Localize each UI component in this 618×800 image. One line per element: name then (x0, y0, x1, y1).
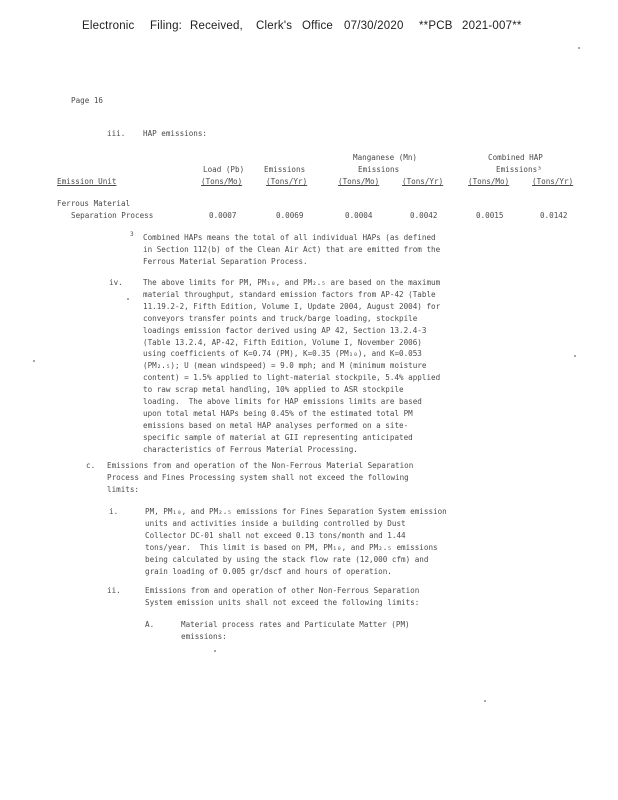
ciiA-line: emissions: (181, 631, 227, 641)
c-line: limits: (107, 484, 140, 494)
scan-speck (574, 355, 576, 357)
iv-paragraph (143, 277, 440, 456)
iv-line: characteristics of Ferrous Material Processing. (143, 444, 358, 454)
th-hap-tons-mo: (Tons/Mo) (468, 177, 510, 186)
cell-hap-tons-yr: 0.0142 (540, 211, 568, 220)
th-pb-tons-mo: (Tons/Mo) (201, 177, 243, 186)
iv-line: emissions based on metal HAP analyses performed on a site- (143, 420, 409, 430)
iv-line: (PM₂.₅); U (mean windspeed) = 9.0 mph; and M (minimum moisture (143, 361, 427, 371)
footnote-marker: 3 (130, 231, 134, 238)
c-line: Emissions from and operation of the Non-Ferrous Material Separation (107, 461, 414, 470)
cii-paragraph (145, 585, 419, 609)
cii-line: Emissions from and operation of other Non-Ferrous Separation (145, 586, 420, 595)
iv-line: 11.19.2-2, Fifth Edition, Volume I, Update 2004, August 2004) for (143, 301, 441, 311)
c-line: Process and Fines Processing system shall not exceed the following (107, 472, 409, 482)
iv-line: specific sample of material at GII representing anticipated (143, 432, 413, 442)
header-office: Office (302, 20, 334, 32)
scan-speck (127, 298, 129, 300)
scan-speck (214, 650, 216, 652)
th-mn-tons-mo: (Tons/Mo) (338, 177, 380, 186)
header-received: Received, (190, 20, 243, 32)
header-electronic: Electronic (82, 20, 135, 32)
scan-speck (484, 700, 486, 702)
footnote-line: Combined HAPs means the total of all individual HAPs (as defined (143, 233, 436, 242)
th-mn-tons-yr: (Tons/Yr) (402, 177, 444, 186)
th-hap-tons-yr: (Tons/Yr) (532, 177, 574, 186)
iv-line: The above limits for PM, PM₁₀, and PM₂.₅ are based on the maximum (143, 278, 441, 287)
cell-mn-tons-mo: 0.0004 (345, 211, 373, 220)
th-emission-unit: Emission Unit (57, 177, 117, 186)
footnote-line: Ferrous Material Separation Process. (143, 256, 308, 266)
iv-line: loading. The above limits for HAP emissions limits are based (143, 397, 422, 407)
ci-line: PM, PM₁₀, and PM₂.₅ emissions for Fines Separation System emission (145, 507, 447, 516)
iv-line: upon total metal HAPs being 0.45% of the estimated total PM (143, 408, 413, 418)
th-pb-tons-yr: (Tons/Yr) (266, 177, 308, 186)
iv-line: to raw scrap metal handling, 10% applied to ASR stockpile (143, 385, 404, 395)
hap-heading: HAP emissions: (143, 129, 208, 138)
th-manganese: Manganese (Mn) (353, 153, 418, 162)
th-load: Load (Pb) (203, 165, 245, 174)
cell-mn-tons-yr: 0.0042 (410, 211, 438, 220)
scan-speck (33, 360, 35, 362)
ciiA-line: Material process rates and Particulate Matter (PM) (181, 620, 410, 629)
ci-line: units and activities inside a building controlled by Dust (145, 518, 406, 528)
header-pcb: **PCB (419, 20, 453, 32)
iv-line: material throughput, standard emission factors from AP-42 (Table (143, 289, 436, 299)
cii-number: ii. (107, 586, 121, 595)
ci-line: Collector DC-01 shall not exceed 0.13 tons/month and 1.44 (145, 530, 406, 540)
header-filing: Filing: (150, 20, 183, 32)
ciiA-number: A. (145, 620, 155, 629)
ciiA-paragraph (181, 619, 410, 643)
ci-number: i. (109, 507, 119, 516)
cell-pb-tons-yr: 0.0069 (276, 211, 304, 220)
ci-paragraph (145, 506, 447, 577)
th-combined-hap: Combined HAP (488, 153, 543, 162)
row-label-line2: Separation Process (71, 211, 154, 220)
ci-line: grain loading of 0.005 gr/dscf and hours of operation. (145, 566, 392, 576)
ci-line: tons/year. This limit is based on PM, PM₁₀, and PM₂.₅ emissions (145, 542, 438, 552)
cii-line: System emission units shall not exceed the following limits: (145, 597, 420, 607)
footnote-line: in Section 112(b) of the Clean Air Act) that are emitted from the (143, 244, 441, 254)
c-number: c. (86, 461, 96, 470)
iv-line: content) = 1.5% applied to light-material stockpile, 5.4% applied (143, 373, 441, 383)
scan-speck (578, 47, 580, 49)
footnote-text (143, 232, 440, 268)
page-label: Page 16 (71, 96, 104, 105)
iv-line: loadings emission factor derived using AP 42, Section 13.2.4-3 (143, 325, 427, 335)
cell-pb-tons-mo: 0.0007 (209, 211, 237, 220)
iv-line: conveyors transfer points and truck/barge loading, stockpile (143, 313, 418, 323)
iv-line: using coefficients of K=0.74 (PM), K=0.35 (PM₁₀), and K=0.053 (143, 349, 422, 359)
row-label-line1: Ferrous Material (57, 199, 131, 208)
th-combined-emissions: Emissions³ (496, 165, 542, 174)
header-clerks: Clerk's (256, 20, 293, 32)
iv-line: (Table 13.2.4, AP-42, Fifth Edition, Volume I, November 2006) (143, 337, 422, 347)
iv-number: iv. (109, 278, 123, 287)
ci-line: being calculated by using the stack flow rate (12,000 cfm) and (145, 554, 429, 564)
hap-heading-number: iii. (107, 129, 126, 138)
th-emissions: Emissions (264, 165, 306, 174)
th-mn-emissions: Emissions (358, 165, 400, 174)
header-case-number: 2021-007** (462, 20, 522, 32)
header-date: 07/30/2020 (344, 20, 404, 32)
c-paragraph (107, 460, 413, 496)
cell-hap-tons-mo: 0.0015 (476, 211, 504, 220)
